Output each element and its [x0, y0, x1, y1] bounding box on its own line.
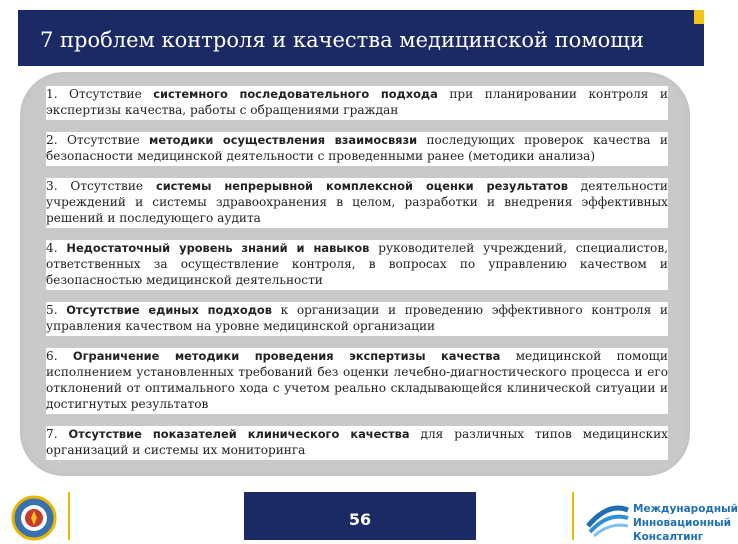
- problem-item-7: [46, 426, 668, 460]
- item-text: последующих проверок качества и безопасности медицинской деятельности с проведенными ранее (методики анализа): [46, 133, 668, 163]
- footer-divider-right: [572, 492, 574, 540]
- item-number: 6.: [46, 349, 58, 363]
- title-bar: [18, 10, 704, 66]
- item-text: руководителей учреждений, специалистов, ответственных за осуществление контроля, в вопросах по управлению качеством и безопасностью медицинской деятельности: [46, 241, 668, 287]
- item-number: 2.: [46, 133, 58, 147]
- item-number: 4.: [46, 241, 58, 255]
- item-bold: системы непрерывной комплексной оценки результатов: [155, 179, 568, 193]
- item-prefix: Отсутствие: [57, 133, 150, 147]
- problem-item-4: [46, 240, 668, 290]
- logo-line-1: Международный: [633, 503, 738, 515]
- item-bold: Ограничение методики проведения экспертизы качества: [72, 349, 501, 363]
- item-text: при планировании контроля и экспертизы качества, работы с обращениями граждан: [46, 87, 668, 117]
- item-text: к организации и проведению эффективного контроля и управления качеством на уровне медицинской организации: [46, 303, 668, 333]
- item-number: 5.: [46, 303, 58, 317]
- item-bold: методики осуществления взаимосвязи: [149, 133, 418, 147]
- item-bold: Недостаточный уровень знаний и навыков: [66, 241, 370, 255]
- logo-line-3: Консалтинг: [633, 531, 704, 543]
- slide-title: 7 проблем контроля и качества медицинской помощи: [40, 28, 644, 52]
- consulting-logo-text: [633, 502, 738, 544]
- page-number: 56: [348, 510, 372, 529]
- problem-item-6: [46, 348, 668, 414]
- item-prefix: [58, 427, 69, 441]
- problem-item-5: [46, 302, 668, 336]
- consulting-logo-icon: [586, 496, 630, 540]
- item-number: 1.: [46, 87, 58, 101]
- item-number: 7.: [46, 427, 58, 441]
- footer-divider-left: [68, 492, 70, 540]
- emblem-logo: [8, 492, 60, 544]
- item-bold: Отсутствие единых подходов: [66, 303, 272, 317]
- item-text: медицинской помощи исполнением установленных требований без оценки лечебно-диагностического процесса и его отклонений от оптимального хода с учетом реально складывающейся клинической ситуации и достигнутых результатов: [46, 349, 668, 411]
- item-text: для различных типов медицинских организаций и системы их мониторинга: [46, 427, 668, 457]
- item-text: деятельности учреждений и системы здравоохранения в целом, разработки и внедрения эффективных решений и последующего аудита: [46, 179, 668, 225]
- item-bold: системного последовательного подхода: [153, 87, 438, 101]
- item-prefix: Отсутствие: [57, 179, 156, 193]
- title-accent: [694, 10, 704, 24]
- problem-item-2: [46, 132, 668, 166]
- logo-line-2: Инновационный: [633, 517, 731, 529]
- page-number-box: [244, 492, 476, 540]
- item-prefix: [58, 349, 73, 363]
- problem-item-3: [46, 178, 668, 228]
- item-number: 3.: [46, 179, 58, 193]
- item-prefix: [58, 303, 67, 317]
- item-bold: Отсутствие показателей клинического качества: [68, 427, 410, 441]
- item-prefix: Отсутствие: [57, 87, 154, 101]
- problem-item-1: [46, 86, 668, 120]
